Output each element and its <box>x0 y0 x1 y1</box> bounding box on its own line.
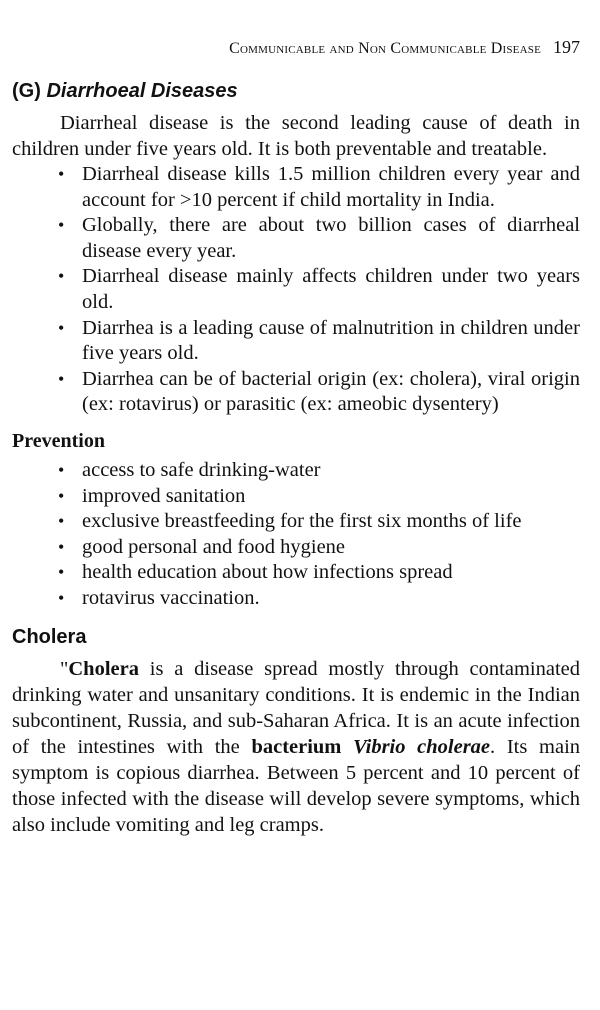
list-item <box>58 162 580 213</box>
list-item-text: rotavirus vaccination. <box>82 586 260 609</box>
list-item-text: improved sanitation <box>82 484 246 507</box>
intro-paragraph: Diarrheal disease is the second leading cause of death in children under five years old. It is both preventable and treatable. <box>12 112 580 160</box>
bacterium-name: Vibrio cholerae <box>353 735 491 758</box>
list-item <box>58 264 580 315</box>
bullet-icon: • <box>58 485 65 506</box>
list-item <box>58 586 580 612</box>
bullet-icon: • <box>58 266 65 287</box>
section-title: Diarrhoeal Diseases <box>46 80 238 102</box>
bacterium-label: bacterium <box>251 735 342 758</box>
list-item-text: Diarrhea can be of bacterial origin (ex: cholera), viral origin (ex: rotavirus) or parasitic (ex: ameobic dysentery) <box>82 367 580 416</box>
bullet-icon: • <box>58 215 65 236</box>
prevention-heading: Prevention <box>12 429 105 452</box>
list-item-text: Globally, there are about two billion cases of diarrheal disease every year. <box>82 214 580 262</box>
list-item <box>58 458 580 484</box>
bullet-icon: • <box>58 368 65 389</box>
bullet-icon: • <box>58 536 65 557</box>
list-item-text: Diarrhea is a leading cause of malnutrition in children under five years old. <box>82 316 580 365</box>
list-item-text: Diarrheal disease kills 1.5 million children every year and account for >10 percent if child mortality in India. <box>82 163 580 211</box>
book-page <box>12 0 580 838</box>
list-item-text: Diarrheal disease mainly affects children under two years old. <box>82 265 580 313</box>
page-number: 197 <box>553 37 580 57</box>
bullet-icon: • <box>58 511 65 532</box>
list-item <box>58 560 580 586</box>
list-item <box>58 509 580 535</box>
list-item-text: access to safe drinking-water <box>82 458 321 481</box>
list-item <box>58 367 580 418</box>
bullet-icon: • <box>58 459 65 480</box>
cholera-paragraph <box>12 656 580 838</box>
section-heading-diarrhoeal <box>12 78 580 104</box>
list-item-text: exclusive breastfeeding for the first six months of life <box>82 510 522 533</box>
list-item <box>58 484 580 510</box>
bullet-icon: • <box>58 164 65 184</box>
cholera-text-2: . Its main symptom is copious diarrhea. Between 5 percent and 10 percent of those infected with the disease will develop severe symptoms, which also include vomiting and leg cramps. <box>12 735 581 836</box>
list-item <box>58 213 580 264</box>
cholera-heading: Cholera <box>12 625 87 648</box>
list-item-text: health education about how infections spread <box>82 561 453 584</box>
list-item-text: good personal and food hygiene <box>82 535 346 558</box>
cholera-term: Cholera <box>68 657 139 680</box>
section-label: (G) <box>12 80 41 102</box>
bullet-icon: • <box>58 317 65 338</box>
running-title: Communicable and Non Communicable Disease <box>229 40 541 57</box>
list-item <box>58 316 580 367</box>
open-quote: " <box>60 657 69 680</box>
diarrhoea-facts-list <box>12 162 580 418</box>
running-head <box>12 0 580 58</box>
list-item <box>58 535 580 561</box>
bullet-icon: • <box>58 587 65 608</box>
cholera-text-1: is a disease spread mostly through contaminated drinking water and unsanitary conditions. It is endemic in the Indian subcontinent, Russia, and sub-Saharan Africa. It is an acute infection of the intestines with the <box>12 657 580 758</box>
prevention-list <box>12 458 580 612</box>
bullet-icon: • <box>58 562 65 583</box>
